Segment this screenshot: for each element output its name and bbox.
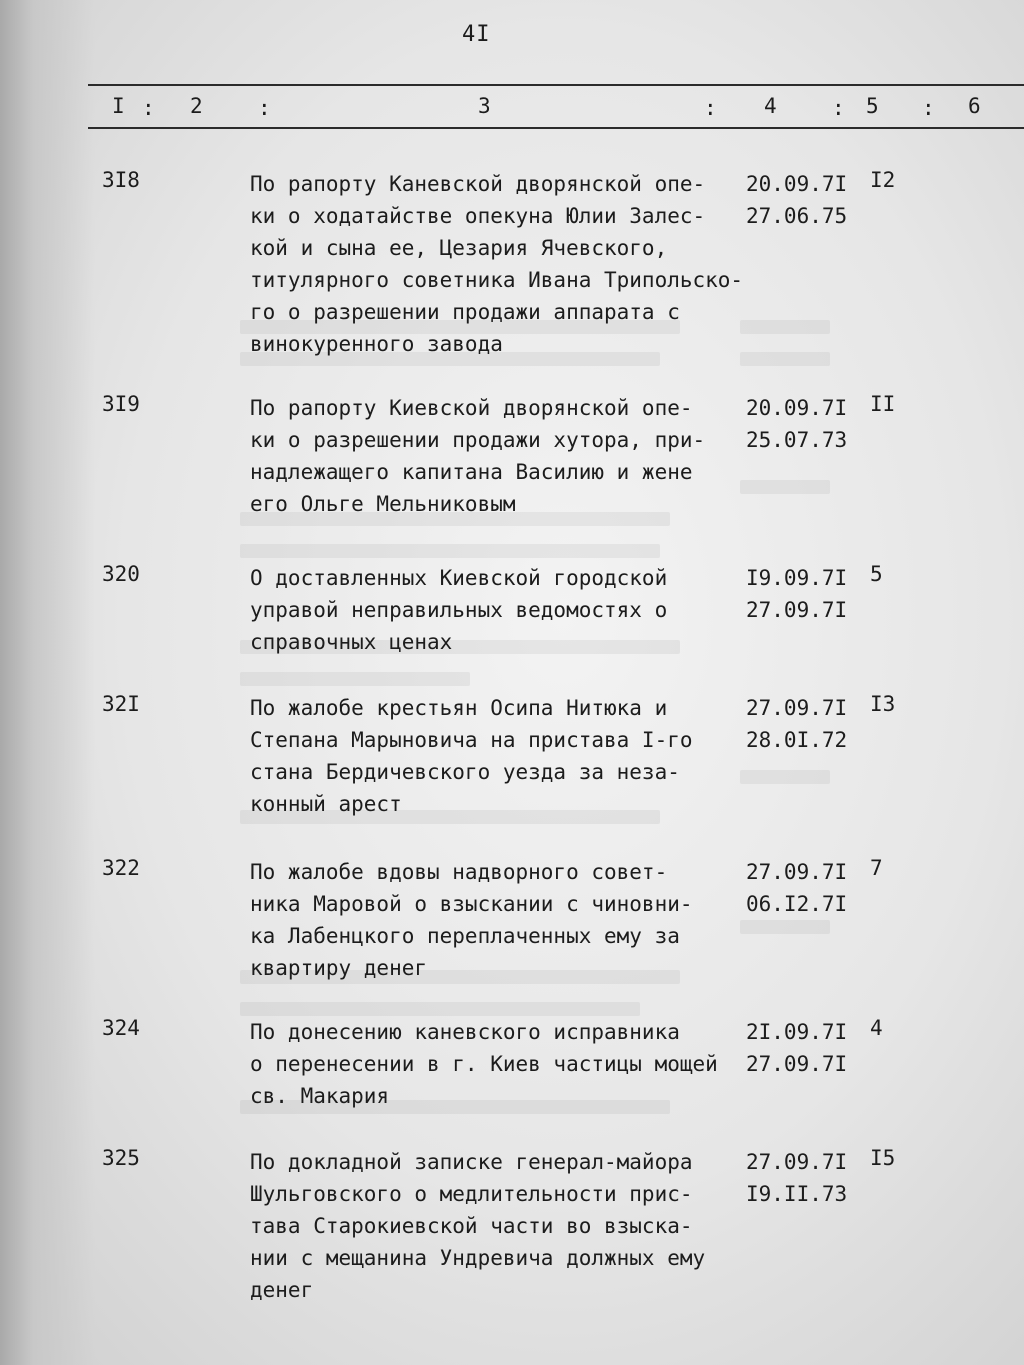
column-header-6: 6 <box>968 94 981 118</box>
page-binding-shadow <box>0 0 95 1365</box>
record-sheet-count: I5 <box>870 1146 896 1170</box>
record-description: По рапорту Киевской дворянской опе- ки о разрешении продажи хутора, при- надлежащего капитана Василию и жене его Ольге Мельниковым <box>250 396 706 516</box>
record-description: По докладной записке генерал-майора Шульговского о медлительности прис- тава Старокиевской части во взыска- нии с мещанина Ундревича должных ему денег <box>250 1150 706 1302</box>
column-separator: : <box>704 96 717 120</box>
record-number: 3I8 <box>102 168 140 192</box>
record-sheet-count: I3 <box>870 692 896 716</box>
table-top-rule <box>88 84 1024 86</box>
record-number: 3I9 <box>102 392 140 416</box>
column-header-5: 5 <box>866 94 879 118</box>
table-header-rule <box>88 127 1024 129</box>
record-sheet-count: 5 <box>870 562 883 586</box>
record-number: 325 <box>102 1146 140 1170</box>
record-description: По рапорту Каневской дворянской опе- ки о ходатайстве опекуна Юлии Залес- кой и сына ее, Цезария Ячевского, титулярного советника Ивана Трипольско- го о разрешении продажи аппарата с винокуренного завода <box>250 172 744 356</box>
record-sheet-count: II <box>870 392 896 416</box>
column-separator: : <box>142 96 155 120</box>
column-separator: : <box>258 96 271 120</box>
column-header-2: 2 <box>190 94 203 118</box>
column-header-4: 4 <box>764 94 777 118</box>
page-number: 4I <box>462 22 491 47</box>
record-sheet-count: 4 <box>870 1016 883 1040</box>
column-separator: : <box>922 96 935 120</box>
record-description: О доставленных Киевской городской управой неправильных ведомостях о справочных ценах <box>250 566 668 654</box>
record-number: 324 <box>102 1016 140 1040</box>
record-dates: 2I.09.7I 27.09.7I <box>746 1020 848 1076</box>
record-dates: 20.09.7I 25.07.73 <box>746 396 848 452</box>
column-header-3: 3 <box>478 94 491 118</box>
record-dates: 27.09.7I 06.I2.7I <box>746 860 848 916</box>
record-dates: 27.09.7I 28.0I.72 <box>746 696 848 752</box>
record-description: По жалобе крестьян Осипа Нитюка и Степана Марыновича на пристава I-го стана Бердичевского уезда за неза- конный арест <box>250 696 693 816</box>
record-sheet-count: 7 <box>870 856 883 880</box>
record-number: 32I <box>102 692 140 716</box>
record-sheet-count: I2 <box>870 168 896 192</box>
record-number: 322 <box>102 856 140 880</box>
record-description: По жалобе вдовы надворного совет- ника Маровой о взыскании с чиновни- ка Лабенцкого переплаченных ему за квартиру денег <box>250 860 693 980</box>
record-number: 320 <box>102 562 140 586</box>
record-dates: 27.09.7I I9.II.73 <box>746 1150 848 1206</box>
record-description: По донесению каневского исправника о перенесении в г. Киев частицы мощей св. Макария <box>250 1020 718 1108</box>
record-dates: 20.09.7I 27.06.75 <box>746 172 848 228</box>
record-dates: I9.09.7I 27.09.7I <box>746 566 848 622</box>
column-separator: : <box>832 96 845 120</box>
column-header-1: I <box>112 94 125 118</box>
